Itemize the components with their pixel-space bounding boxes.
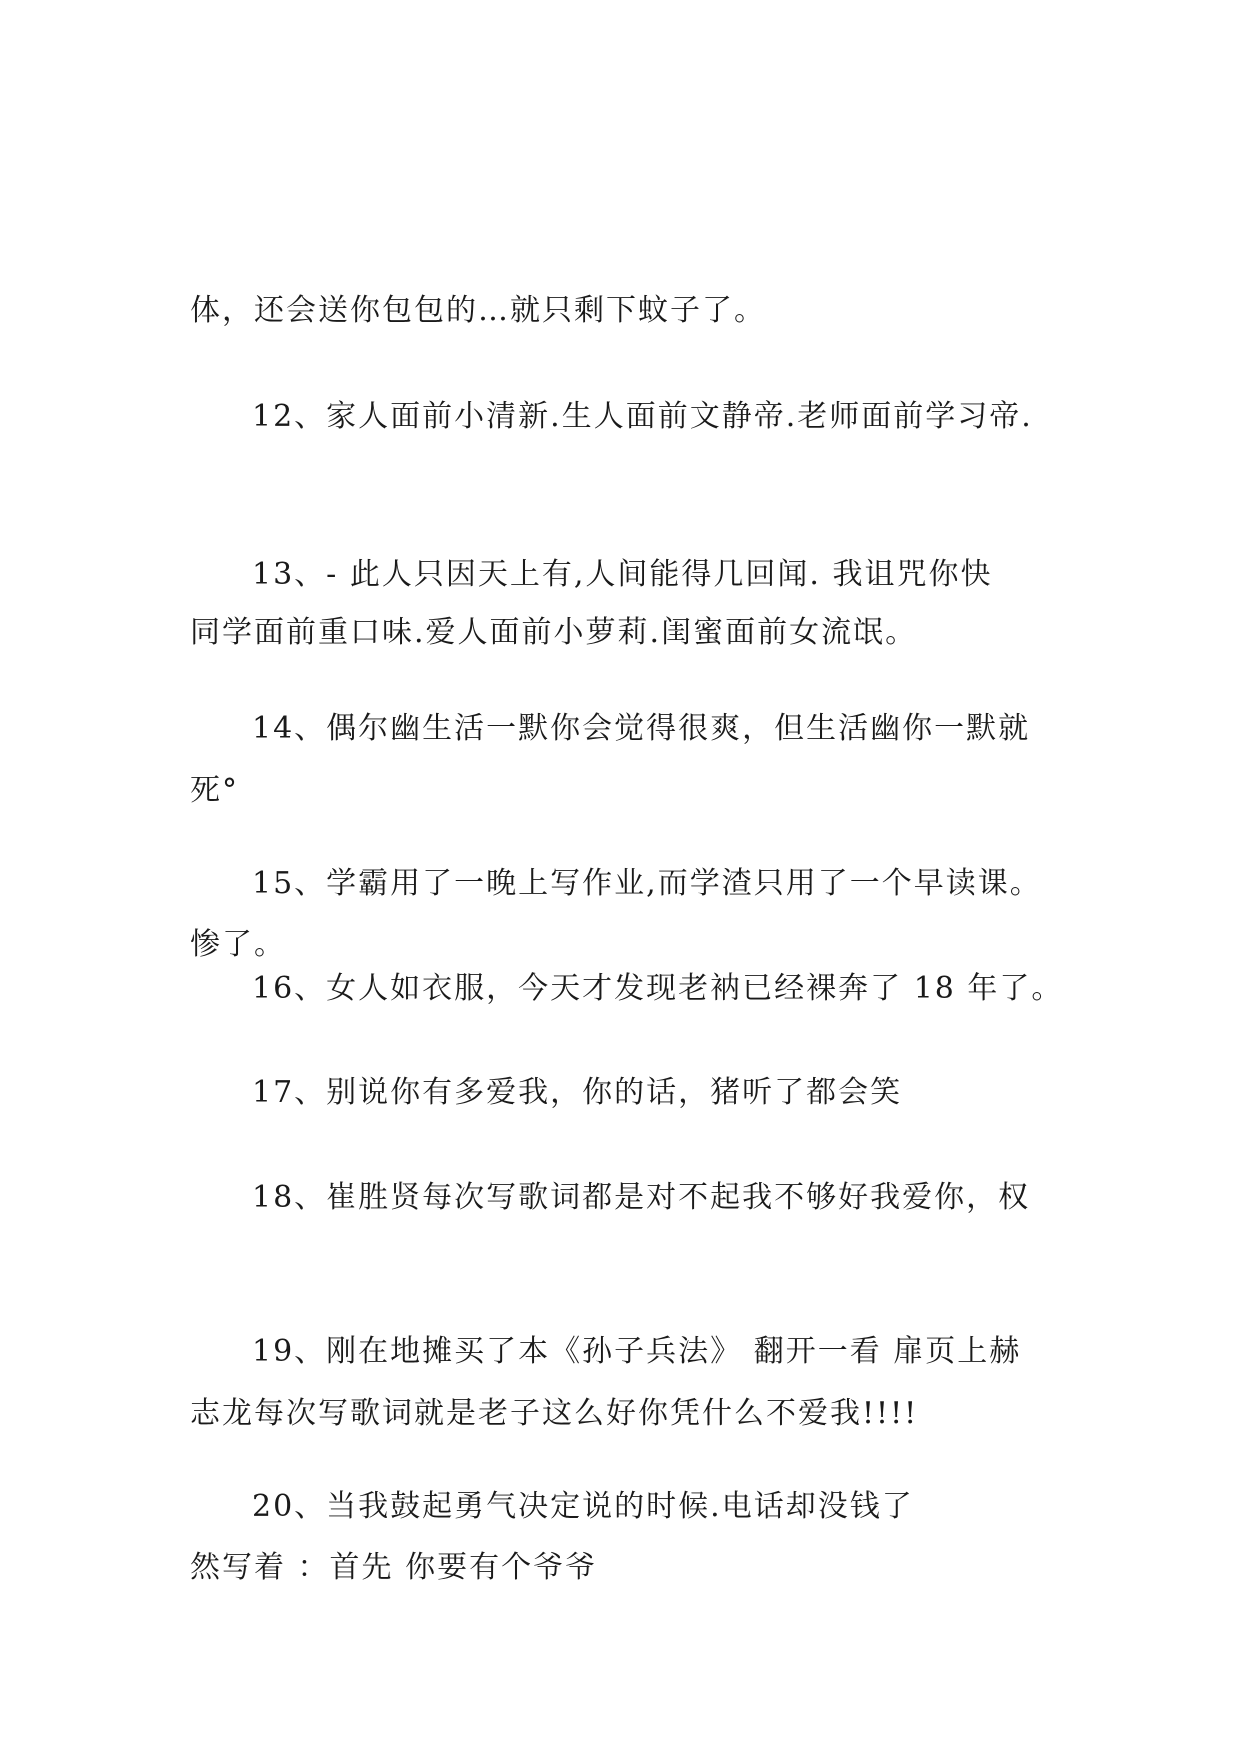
text-line: 19、刚在地摊买了本《孙子兵法》 翻开一看 扉页上赫 [252, 1334, 1022, 1369]
text-line: 死° [190, 773, 239, 808]
text-line: 15、学霸用了一晚上写作业,而学渣只用了一个早读课。 [252, 866, 1042, 901]
text-line: 体，还会送你包包的…就只剩下蚊子了。 [190, 293, 766, 328]
text-line: 惨了。 [190, 927, 286, 962]
text-line: 然写着 ：首先 你要有个爷爷 [190, 1550, 598, 1585]
text-line: 17、别说你有多爱我，你的话，猪听了都会笑 [252, 1075, 903, 1110]
text-line: 12、家人面前小清新.生人面前文静帝.老师面前学习帝. [252, 399, 1033, 434]
text-line: 20、当我鼓起勇气决定说的时候.电话却没钱了 [252, 1489, 914, 1524]
text-line: 14、偶尔幽生活一默你会觉得很爽，但生活幽你一默就 [252, 711, 1031, 746]
text-line: 同学面前重口味.爱人面前小萝莉.闺蜜面前女流氓。 [190, 615, 918, 650]
text-line: 16、女人如衣服，今天才发现老衲已经裸奔了 18 年了。 [252, 971, 1064, 1006]
text-line: 18、崔胜贤每次写歌词都是对不起我不够好我爱你，权 [252, 1180, 1031, 1215]
text-line: 13、- 此人只因天上有,人间能得几回闻. 我诅咒你快 [252, 557, 993, 592]
paragraph-item-20 [190, 1327, 1060, 1687]
text-line: 志龙每次写歌词就是老子这么好你凭什么不爱我!!!! [190, 1396, 919, 1431]
